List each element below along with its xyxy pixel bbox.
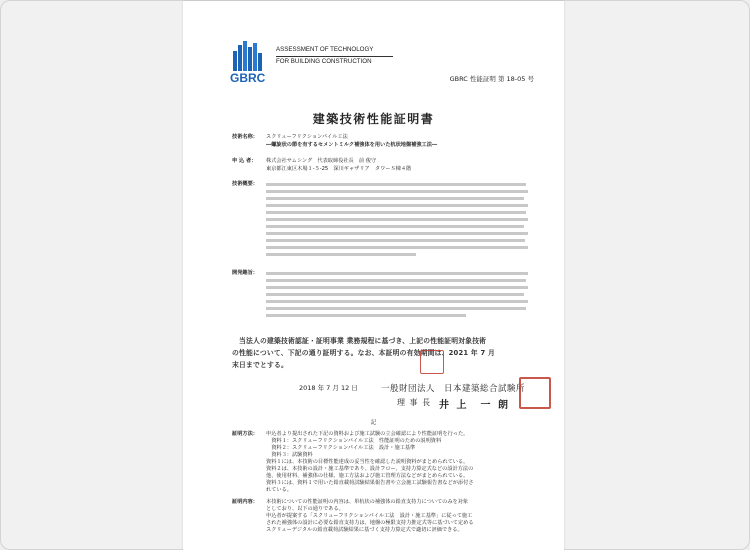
content-line5: スクリューデジタルの鉛直載荷試験結果に基づく支持力算定式で適切に評価できる。 xyxy=(266,527,463,533)
note-mark: 記 xyxy=(370,420,377,426)
development-label: 開発趣旨： xyxy=(232,270,258,276)
method-line5: 資料１には、本技術の目標性能達成の妥当性を確認した説明資料がまとめられている。 xyxy=(266,459,469,465)
applicant-line1: 株式会社サムシング 代表取締役社長 前 俊守 xyxy=(266,158,377,164)
method-line9: れている。 xyxy=(266,487,292,493)
organization-seal xyxy=(420,350,444,374)
issuer-organization: 一般財団法人 日本建築総合試験所 xyxy=(381,384,526,394)
applicant-label: 申 込 者： xyxy=(232,158,257,164)
content-line1: 本技術についての性能証明の内容は、単杭状の補強体の鉛直支持力についてのみを対象 xyxy=(266,499,469,505)
method-line1: 申込者より提出された下記の資料および施工試験の立会確認により性能証明を行った。 xyxy=(266,431,469,437)
gbrc-building-logo xyxy=(229,39,267,73)
org-name-line2: FOR BUILDING CONSTRUCTION xyxy=(276,58,372,65)
issuer-name: 井 上 一 朗 xyxy=(439,400,510,411)
declaration-line3: 末日までとする。 xyxy=(232,361,288,369)
method-line7: 他、使用材料、補強体の仕様、施工方法および施工管理方法などがまとめられている。 xyxy=(266,473,469,479)
method-line3: 資料２：スクリューフリクションパイル工法 設計・施工基準 xyxy=(266,445,416,451)
content-label: 証明内容： xyxy=(232,499,258,505)
content-line3: 申込者が提案する「スクリューフリクションパイル工法 設計・施工基準」に従って施工 xyxy=(266,513,473,519)
logo-mark-text: GBRC xyxy=(230,71,266,85)
method-line8: 資料３には、資料１で用いた鉛直載荷試験結果報告書や立会施工試験報告書などが添付さ xyxy=(266,480,474,486)
declaration-line1: 当法人の建築技術認証・証明事業 業務規程に基づき、上記の性能証明対象技術 xyxy=(239,337,487,345)
applicant-line2: 東京都江東区木場１-５-25 深川ギャザリア タワーＳ棟４階 xyxy=(266,166,412,172)
method-line6: 資料２は、本技術の設計・施工基準であり、設計フロー、支持力算定式などの設計方法の xyxy=(266,466,474,472)
chairman-seal xyxy=(519,377,551,409)
declaration-line2: の性能について、下記の通り証明する。なお、本証明の有効期間は、2021 年 7 月 xyxy=(232,349,495,357)
overview-label: 技術概要： xyxy=(232,181,258,187)
content-line4: された補強体の設計に必要な鉛直支持力は、地盤の極限支持力推定式等に基づいて定める xyxy=(266,520,474,526)
method-line4: 資料３：試験資料 xyxy=(266,452,313,458)
certificate-number: GBRC 性能証明 第 18-05 号 xyxy=(449,75,534,83)
tech-name-line1: スクリューフリクションパイル工法 xyxy=(266,134,348,140)
issuer-role: 理 事 長 xyxy=(397,398,432,407)
method-line2: 資料１：スクリューフリクションパイル工法 性能証明のための説明資料 xyxy=(266,438,442,444)
tech-name-line2: ―螺旋状の節を有するセメントミルク補強体を用いた杭状地盤補強工法― xyxy=(266,142,438,148)
content-line2: としており、以下の通りである。 xyxy=(266,506,344,512)
method-label: 証明方法： xyxy=(232,431,258,437)
org-name-line1: ASSESSMENT OF TECHNOLOGY xyxy=(276,46,374,53)
issue-date: 2018 年 7 月 12 日 xyxy=(299,384,358,392)
certificate-page xyxy=(183,1,564,550)
tech-name-label: 技術名称： xyxy=(232,134,258,140)
certificate-title: 建築技術性能証明書 xyxy=(312,112,435,126)
